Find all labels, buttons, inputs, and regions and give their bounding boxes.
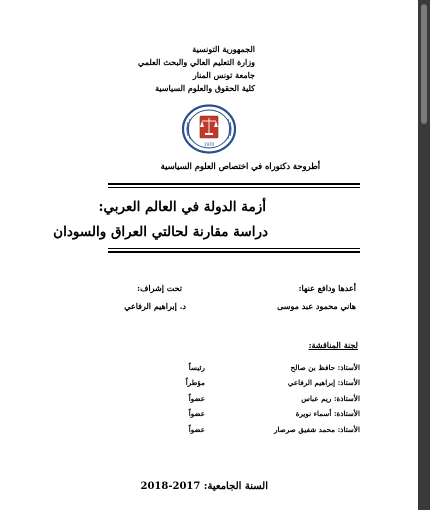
institution-line-republic: الجمهورية التونسية (192, 44, 255, 54)
supervision-label: تحت إشراف: (137, 283, 182, 293)
committee-member-role: عضواً (188, 409, 205, 418)
scrollbar-thumb[interactable] (421, 4, 427, 124)
thesis-type: أطروحة دكتوراه في اختصاص العلوم السياسية (160, 161, 320, 171)
committee-row (100, 425, 360, 437)
title-rule-bottom (108, 251, 360, 253)
academic-year: السنة الجامعية: 2017-2018 (140, 481, 268, 492)
committee-member-role: عضواً (188, 394, 205, 403)
committee-member-role: مؤطراً (185, 378, 205, 387)
supervisor-name: د. إبراهيم الرفاعي (124, 301, 186, 311)
committee-row (100, 409, 360, 421)
vertical-scrollbar[interactable] (418, 0, 430, 510)
title-rule-bottom-thin (108, 248, 360, 249)
emblem-year: 1970 (203, 142, 215, 147)
prepared-by-label: أعدها ودافع عنها: (298, 283, 356, 293)
institution-line-ministry: وزارة التعليم العالي والبحث العلمي (138, 57, 255, 67)
committee-row (100, 378, 360, 390)
thesis-title-line-1: أزمة الدولة في العالم العربي: (98, 199, 266, 215)
faculty-emblem (181, 104, 237, 154)
committee-member-role: رئيساً (188, 363, 205, 372)
committee-member-name: الأستاذة: أسماء نويرة (295, 409, 360, 418)
title-rule-top (108, 183, 360, 185)
institution-line-university: جامعة تونس المنار (192, 70, 255, 80)
institution-line-faculty: كلية الحقوق والعلوم السياسية (155, 83, 255, 93)
committee-member-name: الأستاذة: ريم عباس (301, 394, 360, 403)
committee-row (100, 363, 360, 375)
committee-member-name: الأستاذ: إبراهيم الرفاعي (287, 378, 360, 387)
committee-label: لجنة المناقشة: (308, 340, 358, 350)
committee-member-role: عضواً (188, 425, 205, 434)
thesis-title-line-2: دراسة مقارنة لحالتي العراق والسودان (53, 224, 268, 240)
committee-member-name: الأستاذ: حافظ بن صالح (290, 363, 360, 372)
author-name: هاني محمود عبد موسى (277, 301, 356, 311)
committee-row (100, 394, 360, 406)
title-rule-top-thin (108, 187, 360, 188)
committee-member-name: الأستاذ: محمد شفيق صرصار (274, 425, 360, 434)
